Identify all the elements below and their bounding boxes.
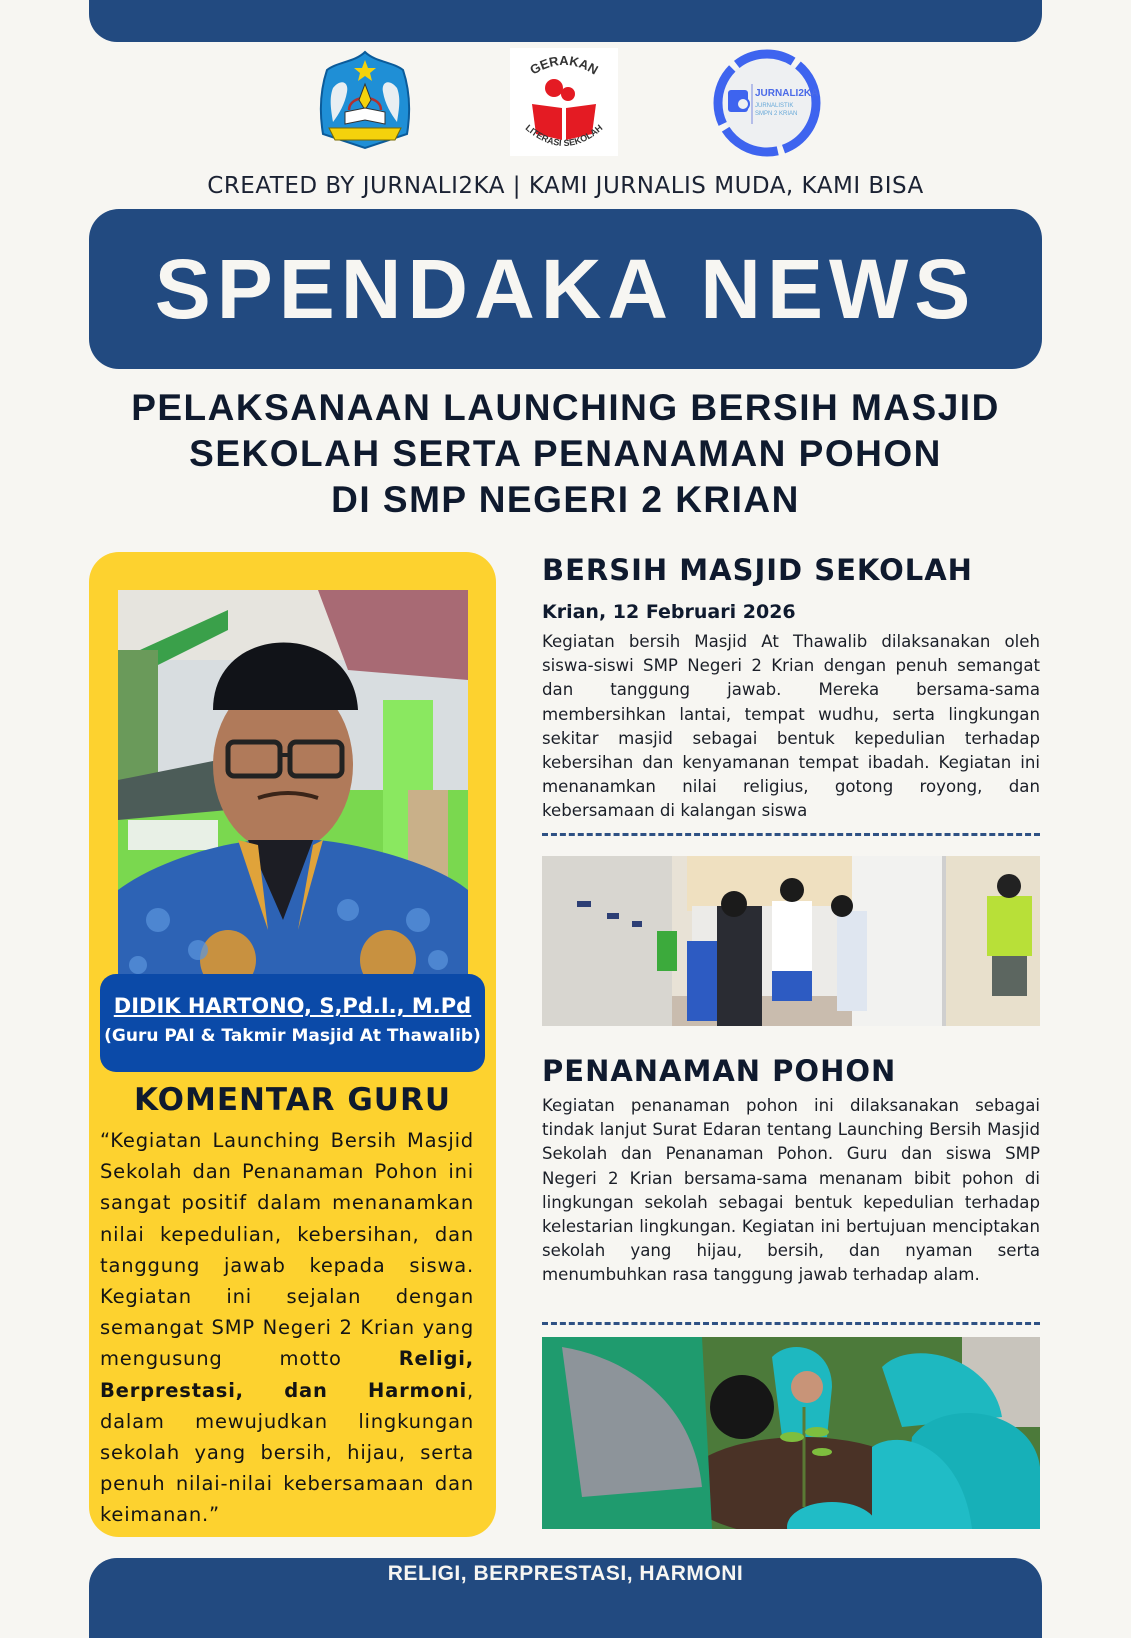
svg-text:GERAKAN: GERAKAN bbox=[527, 52, 601, 78]
masthead-title: SPENDAKA NEWS bbox=[154, 241, 977, 336]
page-headline bbox=[60, 385, 1071, 523]
comment-title: KOMENTAR GURU bbox=[133, 1082, 451, 1118]
article2-title: PENANAMAN POHON bbox=[542, 1054, 897, 1088]
svg-text:JURNALISTIK: JURNALISTIK bbox=[755, 103, 794, 109]
mosque-cleaning-photo bbox=[542, 856, 1040, 1026]
comment-motto-bold: Religi, Berprestasi, dan Harmoni bbox=[100, 1347, 474, 1402]
footer-motto-bar bbox=[89, 1558, 1042, 1638]
svg-text:JURNALI2KA: JURNALI2KA bbox=[755, 88, 819, 99]
tree-planting-photo bbox=[542, 1337, 1040, 1529]
headline-line: DI SMP NEGERI 2 KRIAN bbox=[331, 479, 800, 520]
article1-body: Kegiatan bersih Masjid At Thawalib dilaksanakan oleh siswa-siswi SMP Negeri 2 Krian dengan penuh semangat dan tanggung jawab. Mereka bersama-sama membersihkan lantai, tempat wudhu, serta lingkungan sekitar masjid sebagai bentuk kepedulian terhadap kebersihan dan kenyamanan tempat ibadah. Kegiatan ini menanamkan nilai religius, gotong royong, dan kebersamaan di kalangan siswa bbox=[542, 632, 1040, 821]
teacher-role: (Guru PAI & Takmir Masjid At Thawalib) bbox=[104, 1026, 481, 1046]
svg-text:LITERASI SEKOLAH: LITERASI SEKOLAH bbox=[523, 122, 605, 149]
article1-dateline: Krian, 12 Februari 2026 bbox=[542, 601, 796, 623]
footer-motto: RELIGI, BERPRESTASI, HARMONI bbox=[387, 1562, 744, 1585]
school-crest-logo bbox=[315, 48, 415, 152]
jurnali2ka-logo bbox=[712, 48, 822, 158]
headline-line: PELAKSANAAN LAUNCHING BERSIH MASJID bbox=[131, 387, 1000, 428]
teacher-photo bbox=[118, 590, 468, 985]
top-banner-bar bbox=[89, 0, 1042, 42]
article1-title: BERSIH MASJID SEKOLAH bbox=[542, 553, 973, 587]
teacher-name-box bbox=[100, 974, 485, 1072]
logo-row bbox=[0, 48, 1131, 158]
gerakan-literasi-sekolah-logo bbox=[510, 48, 618, 156]
dashed-divider bbox=[542, 833, 1040, 836]
comment-text bbox=[100, 1125, 474, 1531]
teacher-name: DIDIK HARTONO, S,Pd.I., M.Pd bbox=[113, 994, 472, 1018]
dashed-divider bbox=[542, 1322, 1040, 1325]
article2-body: Kegiatan penanaman pohon ini dilaksanakan sebagai tindak lanjut Surat Edaran tentang Launching Bersih Masjid Sekolah dan Penanaman Pohon. Guru dan siswa SMP Negeri 2 Krian bersama-sama menanam bibit pohon di lingkungan sekolah sebagai bentuk kepedulian terhadap kelestarian lingkungan. Kegiatan ini bertujuan menciptakan sekolah yang hijau, bersih, dan nyaman serta menumbuhkan rasa tanggung jawab terhadap alam. bbox=[542, 1096, 1040, 1285]
comment-text-part: , dalam mewujudkan lingkungan sekolah yang bersih, hijau, serta penuh nilai-nilai kebersamaan dan keimanan.” bbox=[100, 1378, 474, 1527]
comment-text-part: “Kegiatan Launching Bersih Masjid Sekolah dan Penanaman Pohon ini sangat positif dalam menanamkan nilai kepedulian, kebersihan, dan tanggung jawab kepada siswa. Kegiatan ini sejalan dengan semangat SMP Negeri 2 Krian yang mengusung motto bbox=[100, 1129, 474, 1371]
masthead-banner bbox=[89, 209, 1042, 369]
svg-text:SMPN 2 KRIAN: SMPN 2 KRIAN bbox=[755, 111, 798, 117]
teacher-comment-card bbox=[89, 552, 496, 1537]
created-by-tagline: CREATED BY JURNALI2KA | KAMI JURNALIS MUDA, KAMI BISA bbox=[207, 173, 924, 199]
headline-line: SEKOLAH SERTA PENANAMAN POHON bbox=[189, 433, 942, 474]
